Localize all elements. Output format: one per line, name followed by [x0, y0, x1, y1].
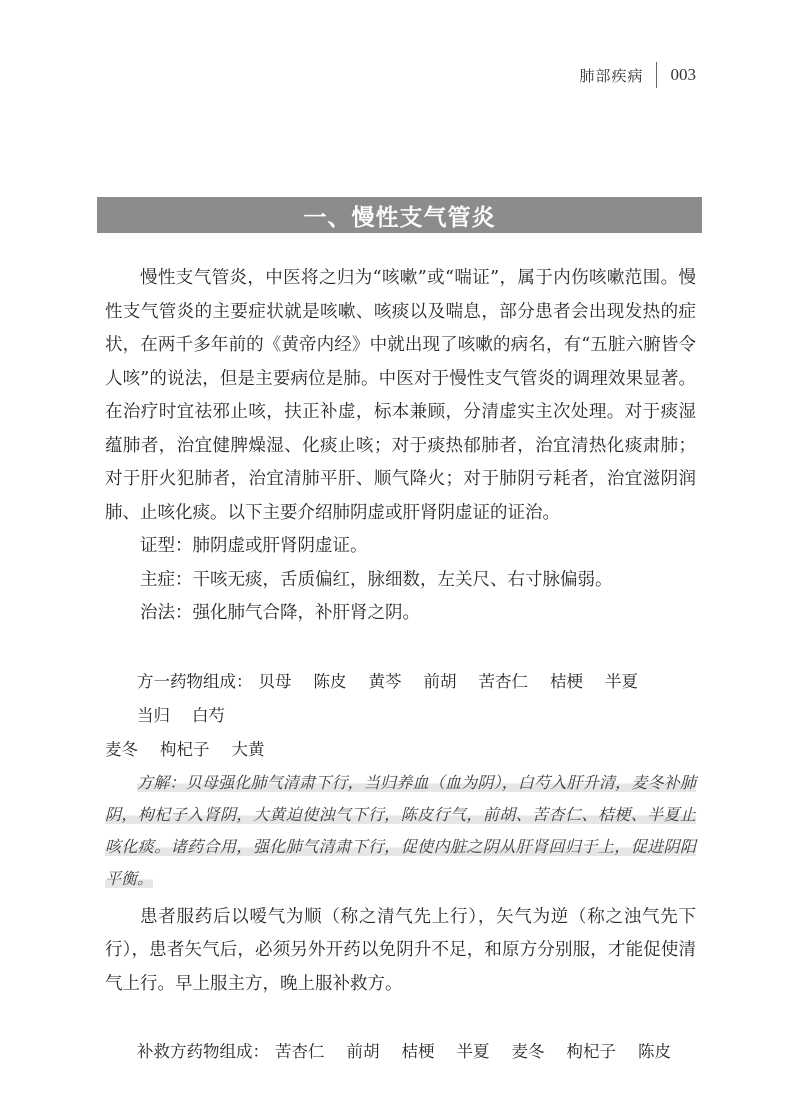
- ingredient: 白芍: [192, 705, 225, 725]
- ingredient: 大黄: [231, 739, 265, 759]
- ingredient: 苦杏仁: [478, 671, 528, 691]
- intro-paragraph: 慢性支气管炎，中医将之归为“咳嗽”或“喘证”，属于内伤咳嗽范围。慢性支气管炎的主要症状就是咳嗽、咳痰以及喘息，部分患者会出现发热的症状，在两千多年前的《黄帝内经》中就出现了咳嗽的病名，有“五脏六腑皆令人咳”的说法，但是主要病位是肺。中医对于慢性支气管炎的调理效果显著。在治疗时宜祛邪止咳，扶正补虚，标本兼顾，分清虚实主次处理。对于痰湿蕴肺者，治宜健脾燥湿、化痰止咳；对于痰热郁肺者，治宜清热化痰肃肺；对于肝火犯肺者，治宜清肺平肝、顺气降火；对于肺阴亏耗者，治宜滋阴润肺、止咳化痰。以下主要介绍肺阴虚或肝肾阴虚证的证治。: [105, 268, 696, 523]
- ingredient: 麦冬: [105, 739, 138, 759]
- page-content: [105, 262, 696, 1069]
- explanation-body: 贝母强化肺气清肃下行，当归养血（血为阴），白芍入肝升清，麦冬补肺阴，枸杞子入肾阴，大黄迫使浊气下行，陈皮行气，前胡、苦杏仁、桔梗、半夏止咳化痰。诸药合用，强化肺气清肃下行，促使内脏之阴从肝肾回归于上，促进阴阳平衡。: [105, 772, 696, 888]
- ingredient: 半夏: [456, 1042, 490, 1061]
- ingredient: 麦冬: [511, 1042, 545, 1061]
- ingredient: 苦杏仁: [275, 1042, 325, 1061]
- formula-two: [105, 1035, 696, 1069]
- treatment-line: 治法：强化肺气合降，补肝肾之阴。: [140, 603, 420, 623]
- formula-one-label: 方一药物组成：: [137, 671, 253, 691]
- ingredient: 黄芩: [368, 671, 402, 691]
- ingredient: 枸杞子: [160, 739, 210, 759]
- header-divider: [656, 62, 657, 88]
- symptoms-line: 主症：干咳无痰，舌质偏红，脉细数，左关尺、右寸脉偏弱。: [140, 569, 613, 590]
- formula-explanation: [105, 767, 696, 895]
- explanation-lead: 方解：: [137, 772, 186, 792]
- chapter-title-band: [97, 197, 702, 233]
- running-head: [579, 62, 696, 88]
- advice-paragraph: 患者服药后以嗳气为顺（称之清气先上行），矢气为逆（称之浊气先下行），患者矢气后，必须另外开药以免阴升不足，和原方分别服，才能促使清气上行。早上服主方，晚上服补救方。: [105, 906, 696, 994]
- ingredient: 桔梗: [401, 1042, 435, 1061]
- syndrome-line: 证型：肺阴虚或肝肾阴虚证。: [140, 536, 368, 556]
- formula-two-label: 补救方药物组成：: [137, 1042, 269, 1061]
- ingredient: 当归: [137, 705, 170, 725]
- ingredient: 陈皮: [638, 1042, 671, 1061]
- ingredient: 前胡: [346, 1042, 380, 1061]
- page-number: 003: [670, 65, 696, 84]
- ingredient: 陈皮: [313, 671, 347, 691]
- formula-one-line1: [105, 665, 696, 733]
- section-title: 肺部疾病: [579, 66, 644, 85]
- chapter-title: 一、慢性支气管炎: [303, 204, 496, 231]
- ingredient: 前胡: [423, 671, 457, 691]
- ingredient: 贝母: [258, 671, 292, 691]
- ingredient: 桔梗: [550, 671, 583, 691]
- ingredient: 枸杞子: [566, 1042, 616, 1061]
- formula-one: [105, 665, 696, 767]
- ingredient: 半夏: [605, 671, 638, 691]
- formula-one-line2: [105, 733, 696, 767]
